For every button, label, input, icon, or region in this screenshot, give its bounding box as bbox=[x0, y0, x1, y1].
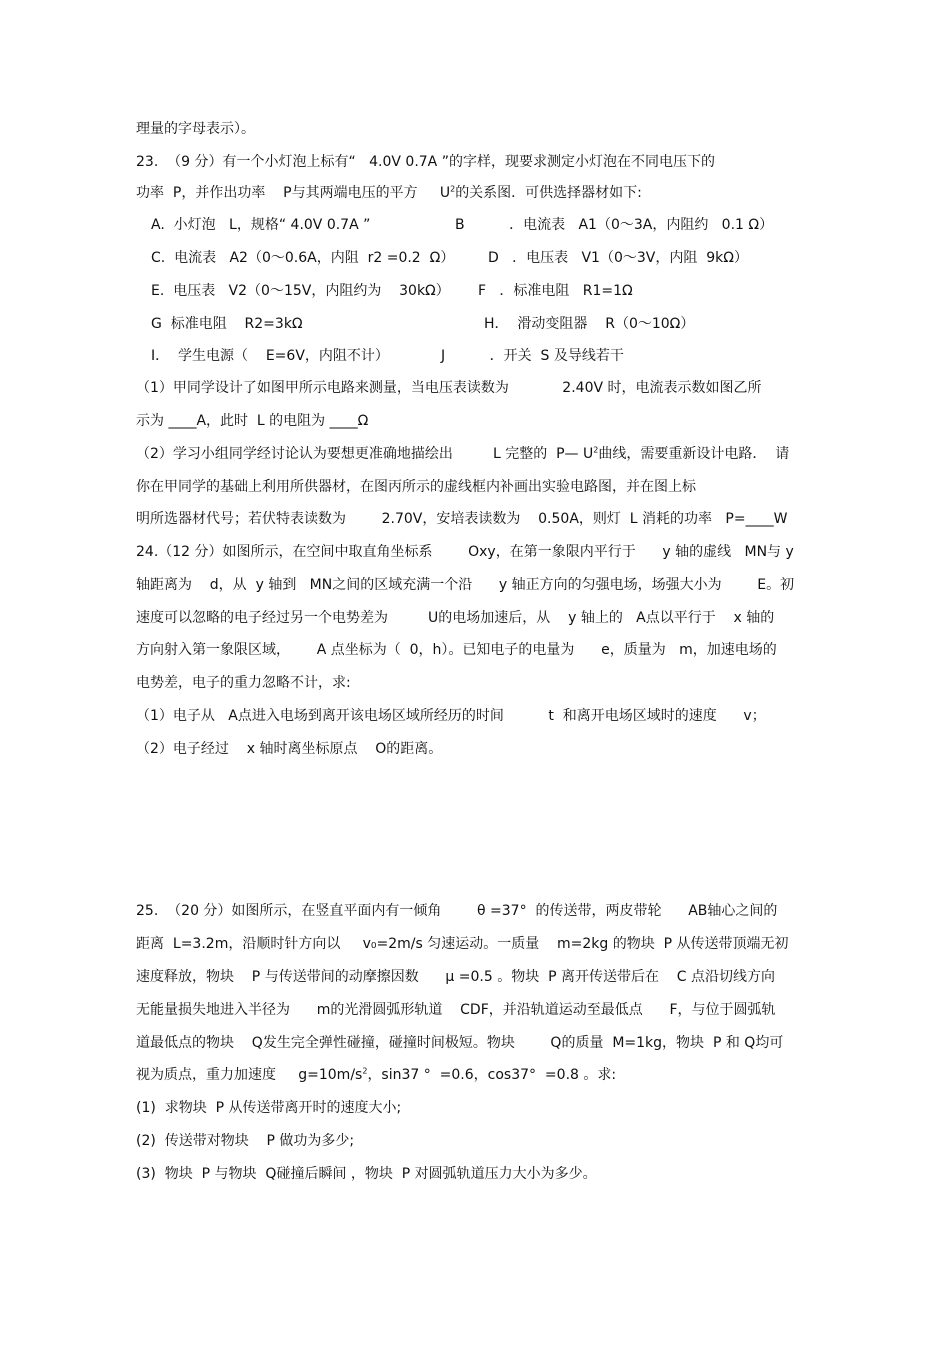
q25-line-1: 25. （20 分）如图所示，在竖直平面内有一倾角 θ =37° 的传送带，两皮带轮 AB轴心之间的 bbox=[136, 903, 778, 919]
q23-option-i: I． 学生电源（ E=6V，内阻不计） bbox=[151, 348, 389, 364]
q23-part2-line-1-a: （2）学习小组同学经讨论认为要想更准确地描绘出 L 完整的 P— U bbox=[136, 446, 594, 462]
q23-option-e: E. 电压表 V2（0～15V，内阻约为 30kΩ） bbox=[151, 283, 450, 299]
q23-option-h: H． 滑动变阻器 R（0～10Ω） bbox=[484, 316, 695, 332]
q25-line-5: 道最低点的物块 Q发生完全弹性碰撞，碰撞时间极短。物块 Q的质量 M=1kg，物块 P 和 Q均可 bbox=[136, 1035, 784, 1051]
q23-line-2-b: 的关系图．可供选择器材如下: bbox=[455, 185, 642, 201]
q25-sub-1: (1) 求物块 P 从传送带离开时的速度大小; bbox=[136, 1100, 402, 1116]
q22-tail-text: 理量的字母表示）。 bbox=[136, 121, 255, 137]
q24-sub-2: （2）电子经过 x 轴时离坐标原点 O的距离。 bbox=[136, 741, 443, 757]
q23-part2-line-3: 明所选器材代号；若伏特表读数为 2.70V，安培表读数为 0.50A，则灯 L 消耗的功率 P=____W bbox=[136, 511, 788, 527]
q23-line-1: 23. （9 分）有一个小灯泡上标有“ 4.0V 0.7A ”的字样，现要求测定小灯泡在不同电压下的 bbox=[136, 154, 715, 170]
q24-line-2: 轴距离为 d，从 y 轴到 MN之间的区域充满一个沿 y 轴正方向的匀强电场，场强大小为 E。初 bbox=[136, 577, 795, 593]
q23-line-2 bbox=[136, 184, 642, 202]
q23-part2-line-1-sup: 2 bbox=[593, 445, 599, 455]
q25-line-4: 无能量损失地进入半径为 m的光滑圆弧形轨道 CDF，并沿轨道运动至最低点 F，与位于圆弧轨 bbox=[136, 1002, 776, 1018]
q23-part2-line-2: 你在甲同学的基础上利用所供器材，在图丙所示的虚线框内补画出实验电路图，并在图上标 bbox=[136, 479, 696, 495]
q25-line-6 bbox=[136, 1066, 616, 1084]
q23-option-b: B ．电流表 A1（0～3A，内阻约 0.1 Ω） bbox=[455, 217, 774, 233]
q24-line-3: 速度可以忽略的电子经过另一个电势差为 U的电场加速后，从 y 轴上的 A点以平行于 x 轴的 bbox=[136, 610, 775, 626]
q25-sub-3: (3) 物块 P 与物块 Q碰撞后瞬间 ，物块 P 对圆弧轨道压力大小为多少。 bbox=[136, 1166, 597, 1182]
q23-part1-line-1: （1）甲同学设计了如图甲所示电路来测量，当电压表读数为 2.40V 时，电流表示数如图乙所 bbox=[136, 380, 762, 396]
q23-option-d: D ．电压表 V1（0～3V，内阻 9kΩ） bbox=[488, 250, 748, 266]
q23-part2-line-1-b: 曲线，需要重新设计电路． 请 bbox=[598, 446, 790, 462]
q24-line-4: 方向射入第一象限区域， A 点坐标为（ 0，h）。已知电子的电量为 e，质量为 m，加速电场的 bbox=[136, 642, 777, 658]
q24-line-5: 电势差，电子的重力忽略不计，求: bbox=[136, 675, 351, 691]
q25-line-3: 速度释放，物块 P 与传送带间的动摩擦因数 μ =0.5 。物块 P 离开传送带后在 C 点沿切线方向 bbox=[136, 969, 776, 985]
q23-line-2-a: 功率 P，并作出功率 P与其两端电压的平方 U bbox=[136, 185, 451, 201]
q25-sub-2: (2) 传送带对物块 P 做功为多少; bbox=[136, 1133, 355, 1149]
q25-line-6-sup: 2 bbox=[362, 1066, 368, 1076]
q23-option-c: C. 电流表 A2（0～0.6A，内阻 r2 =0.2 Ω） bbox=[151, 250, 455, 266]
q23-option-f: F ．标准电阻 R1=1Ω bbox=[478, 283, 633, 299]
q25-line-6-b: ，sin37 ° =0.6，cos37° =0.8 。求: bbox=[367, 1067, 617, 1083]
q23-option-g: G 标准电阻 R2=3kΩ bbox=[151, 316, 303, 332]
q23-line-2-sup: 2 bbox=[450, 184, 456, 194]
q23-option-j: J ．开关 S 及导线若干 bbox=[441, 348, 624, 364]
q23-part2-line-1 bbox=[136, 445, 789, 463]
q25-line-2: 距离 L=3.2m，沿顺时针方向以 v₀=2m/s 匀速运动。一质量 m=2kg 的物块 P 从传送带顶端无初 bbox=[136, 936, 789, 952]
q23-part1-line-2: 示为 ____A，此时 L 的电阻为 ____Ω bbox=[136, 413, 369, 429]
q24-sub-1: （1）电子从 A点进入电场到离开该电场区域所经历的时间 t 和离开电场区域时的速度 v； bbox=[136, 708, 766, 724]
q24-line-1: 24.（12 分）如图所示，在空间中取直角坐标系 Oxy，在第一象限内平行于 y 轴的虚线 MN与 y bbox=[136, 544, 794, 560]
q23-option-a: A. 小灯泡 L，规格“ 4.0V 0.7A ” bbox=[151, 217, 371, 233]
q25-line-6-a: 视为质点，重力加速度 g=10m/s bbox=[136, 1067, 363, 1083]
